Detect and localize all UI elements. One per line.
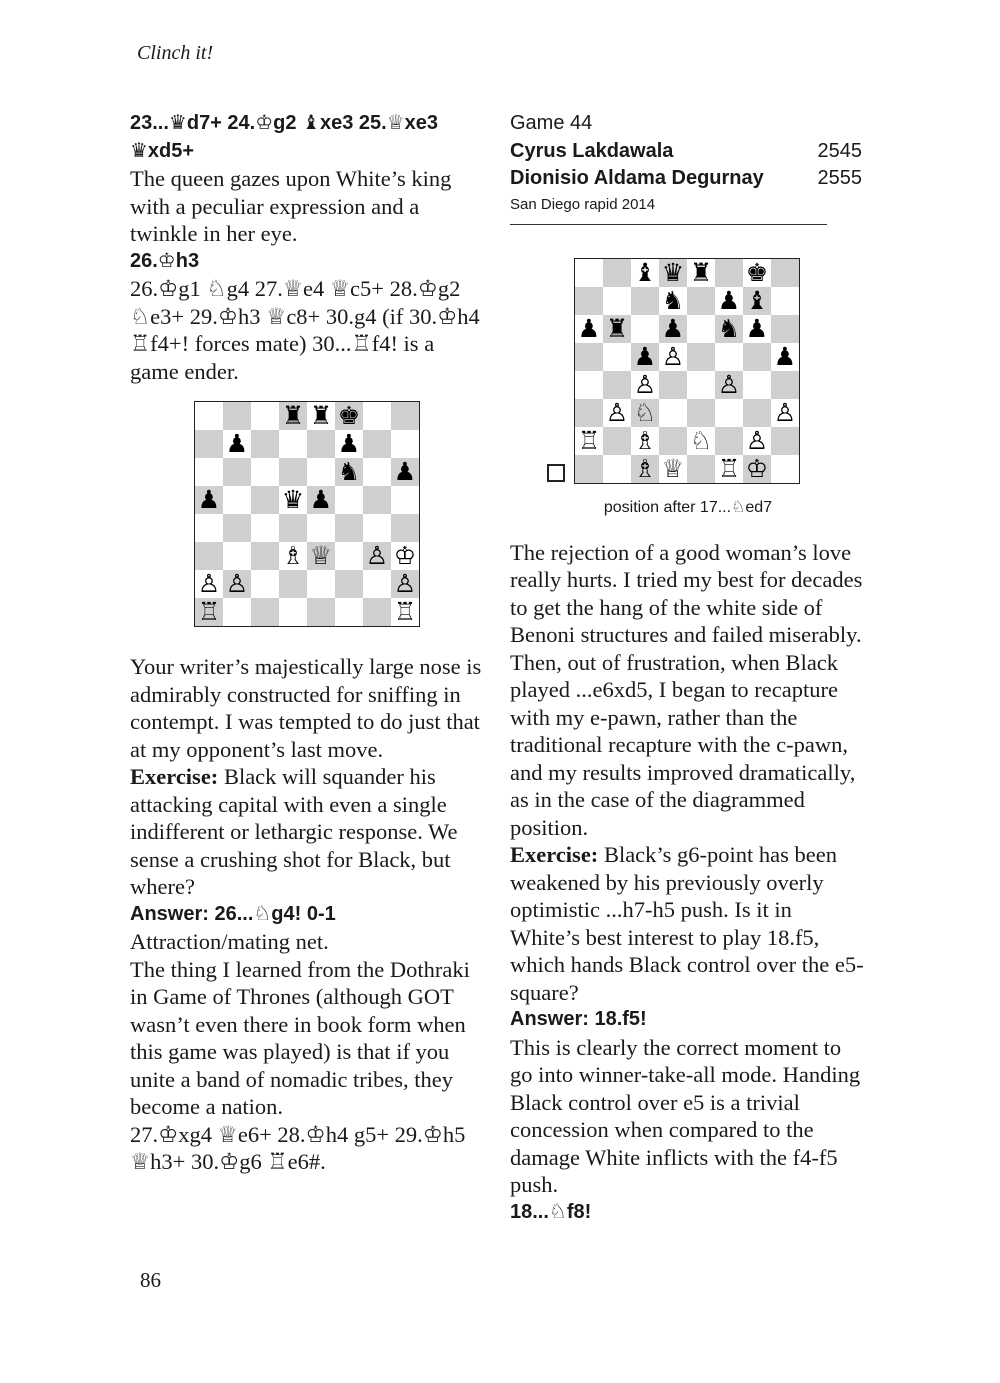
square-b6 [223,458,251,486]
black-pawn-c5: ♟ [631,343,659,371]
white-bishop-c2: ♗ [631,427,659,455]
black-rook-b6: ♜ [603,315,631,343]
square-g5 [743,343,771,371]
board-rank [195,570,420,598]
answer-line: Answer: 18.f5! [510,1008,647,1030]
square-c7 [251,430,279,458]
square-e7 [687,287,715,315]
square-h8 [391,402,420,431]
white-pawn-h3: ♙ [771,399,800,427]
white-bishop-d3: ♗ [279,542,307,570]
square-f4 [335,514,363,542]
white-rook-h1: ♖ [391,598,420,627]
square-d2 [279,570,307,598]
white-pawn-h2: ♙ [391,570,420,598]
square-g7 [363,430,391,458]
square-b8 [603,258,631,287]
white-pawn-b2: ♙ [223,570,251,598]
exercise-paragraph [510,841,866,1006]
board-rank [575,399,800,427]
square-e3 [687,399,715,427]
exercise-label: Exercise: [510,842,599,867]
move-line: 18...♘f8! [510,1200,592,1223]
black-queen-d8: ♛ [659,258,687,287]
black-pawn-a5: ♟ [195,486,224,514]
chess-board [574,258,800,484]
board-rank [195,458,420,486]
black-queen-d5: ♛ [279,486,307,514]
square-d2 [659,427,687,455]
board-rank [195,514,420,542]
move-line: 26.♔h3 [130,249,200,272]
paragraph: Attraction/mating net. [130,929,329,954]
black-pawn-h5: ♟ [771,343,800,371]
square-h8 [771,258,800,287]
square-b2 [603,427,631,455]
paragraph: This is clearly the correct moment to go into winner-take-all mode. Handing Black control over e5 is a trivial concession when compared to the damage White inflicts with the f4-f5 push. [510,1034,866,1197]
right-column [510,110,869,1226]
black-knight-f6: ♞ [335,458,363,486]
diagram-caption: position after 17...♘ed7 [603,498,773,516]
white-queen-d1: ♕ [659,455,687,484]
black-rook-d8: ♜ [279,402,307,431]
white-player-row [510,138,862,166]
white-queen-e3: ♕ [307,542,335,570]
square-b1 [223,598,251,627]
paragraph: Your writer’s majestically large nose is admirably constructed for sniffing in contempt. I was tempted to do just that at my opponent’s last move. [130,654,487,762]
square-h5 [391,486,420,514]
board-rank [195,486,420,514]
answer-line: Answer: 26...♘g4! 0-1 [130,902,336,925]
square-c4 [251,514,279,542]
square-h2 [771,427,800,455]
exercise-text: Black will squander his attacking capital with even a single indifferent or lethargic response. We sense a crushing shot for Black, but where? [130,764,464,899]
black-pawn-b7: ♟ [223,430,251,458]
square-a4 [195,514,224,542]
square-f5 [335,486,363,514]
white-pawn-a2: ♙ [195,570,224,598]
white-pawn-g3: ♙ [363,542,391,570]
square-h4 [391,514,420,542]
white-pawn-b3: ♙ [603,399,631,427]
white-pawn-f4: ♙ [715,371,743,399]
board-rank [575,315,800,343]
square-a8 [575,258,604,287]
square-a3 [195,542,224,570]
black-king-f8: ♚ [335,402,363,431]
black-pawn-g6: ♟ [743,315,771,343]
white-pawn-g2: ♙ [743,427,771,455]
board-rank [195,430,420,458]
black-bishop-g7: ♝ [743,287,771,315]
left-column [130,110,485,1176]
square-f5 [715,343,743,371]
black-pawn-f7: ♟ [335,430,363,458]
board-rank [575,427,800,455]
board-rank [575,455,800,484]
white-pawn-c4: ♙ [631,371,659,399]
square-d4 [279,514,307,542]
square-e7 [307,430,335,458]
square-b8 [223,402,251,431]
square-e6 [307,458,335,486]
square-a6 [195,458,224,486]
black-player-row [510,165,862,193]
square-g2 [363,570,391,598]
square-a7 [575,287,604,315]
square-d3 [659,399,687,427]
square-f3 [335,542,363,570]
white-king-h3: ♔ [391,542,420,570]
white-knight-e2: ♘ [687,427,715,455]
black-knight-d7: ♞ [659,287,687,315]
event-line: San Diego rapid 2014 [510,193,827,225]
black-player-name: Dionisio Aldama Degurnay [510,167,764,189]
paragraph: 27.♔xg4 ♕e6+ 28.♔h4 g5+ 29.♔h5 ♕h3+ 30.♔g6 ♖e6#. [130,1121,472,1174]
square-f3 [715,399,743,427]
black-pawn-a6: ♟ [575,315,604,343]
square-h1 [771,455,800,484]
white-rook-a2: ♖ [575,427,604,455]
black-pawn-f7: ♟ [715,287,743,315]
square-c8 [251,402,279,431]
square-e4 [307,514,335,542]
white-to-move-indicator [547,464,565,482]
square-f1 [335,598,363,627]
square-e2 [307,570,335,598]
white-rook-a1: ♖ [195,598,224,627]
square-c5 [251,486,279,514]
exercise-text: Black’s g6-point has been weakened by his previously overly optimistic ...h7-h5 push. Is it in White’s best interest to play 18.f5, which hands Black control over the e5-square? [510,842,864,1005]
board-rank [575,258,800,287]
square-b4 [603,371,631,399]
white-rook-f1: ♖ [715,455,743,484]
black-pawn-d6: ♟ [659,315,687,343]
square-c3 [251,542,279,570]
paragraph: 26.♔g1 ♘g4 27.♕e4 ♕c5+ 28.♔g2 ♘e3+ 29.♔h3 ♕c8+ 30.g4 (if 30.♔h4 ♖f4+! forces mate) 30...♖f4! is a game ender. [130,276,486,384]
board-rank [195,542,420,570]
square-c6 [251,458,279,486]
move-line: 23...♛d7+ 24.♔g2 ♝xe3 25.♕xe3 ♛xd5+ [130,112,439,162]
board-rank [575,287,800,315]
square-b7 [603,287,631,315]
square-f2 [335,570,363,598]
white-bishop-c1: ♗ [631,455,659,484]
square-a8 [195,402,224,431]
white-player-name: Cyrus Lakdawala [510,139,674,162]
black-pawn-h6: ♟ [391,458,420,486]
square-e1 [687,455,715,484]
square-g5 [363,486,391,514]
square-a5 [575,343,604,371]
black-player-elo: 2555 [817,167,862,189]
white-king-g1: ♔ [743,455,771,484]
square-h7 [771,287,800,315]
square-g1 [363,598,391,627]
chess-diagram-right [574,258,866,484]
square-g4 [743,371,771,399]
square-f2 [715,427,743,455]
black-king-g8: ♚ [743,258,771,287]
square-c7 [631,287,659,315]
black-bishop-c8: ♝ [631,258,659,287]
white-knight-c3: ♘ [631,399,659,427]
running-head: Clinch it! [137,42,214,64]
square-h6 [771,315,800,343]
square-b4 [223,514,251,542]
square-h4 [771,371,800,399]
square-h7 [391,430,420,458]
square-c1 [251,598,279,627]
square-g3 [743,399,771,427]
exercise-label: Exercise: [130,764,219,789]
black-rook-e8: ♜ [687,258,715,287]
black-rook-e8: ♜ [307,402,335,431]
square-d6 [279,458,307,486]
square-a1 [575,455,604,484]
square-g8 [363,402,391,431]
square-e5 [687,343,715,371]
black-knight-f6: ♞ [715,315,743,343]
square-c6 [631,315,659,343]
board-rank [195,598,420,627]
board-rank [575,343,800,371]
page-number: 86 [140,1268,161,1292]
exercise-paragraph [130,763,485,901]
square-c2 [251,570,279,598]
board-rank [195,402,420,431]
chess-diagram-left [194,401,485,627]
square-e6 [687,315,715,343]
square-a4 [575,371,604,399]
square-g4 [363,514,391,542]
square-b3 [223,542,251,570]
game-label: Game 44 [510,112,593,134]
square-b1 [603,455,631,484]
paragraph: The rejection of a good woman’s love really hurts. I tried my best for decades to get the hang of the white side of Benoni structures and failed miserably. Then, out of frustration, when Black played ...e6xd5, I began to recapture with my e-pawn, rather than the traditional recapture with the c-pawn, and my results improved dramatically, as in the case of the diagrammed position. [510,539,869,840]
black-pawn-e5: ♟ [307,486,335,514]
white-player-elo: 2545 [817,139,862,162]
square-d4 [659,371,687,399]
square-d7 [279,430,307,458]
square-a3 [575,399,604,427]
white-pawn-d5: ♙ [659,343,687,371]
paragraph: The queen gazes upon White’s king with a peculiar expression and a twinkle in her eye. [130,166,457,246]
square-e1 [307,598,335,627]
square-f8 [715,258,743,287]
square-b5 [603,343,631,371]
square-a7 [195,430,224,458]
square-d1 [279,598,307,627]
board-rank [575,371,800,399]
chess-board [194,401,420,627]
square-b5 [223,486,251,514]
square-g6 [363,458,391,486]
square-e4 [687,371,715,399]
paragraph: The thing I learned from the Dothraki in Game of Thrones (although GOT wasn’t even there in book form when this game was played) is that if you unite a band of nomadic tribes, they become a nation. [130,956,476,1119]
